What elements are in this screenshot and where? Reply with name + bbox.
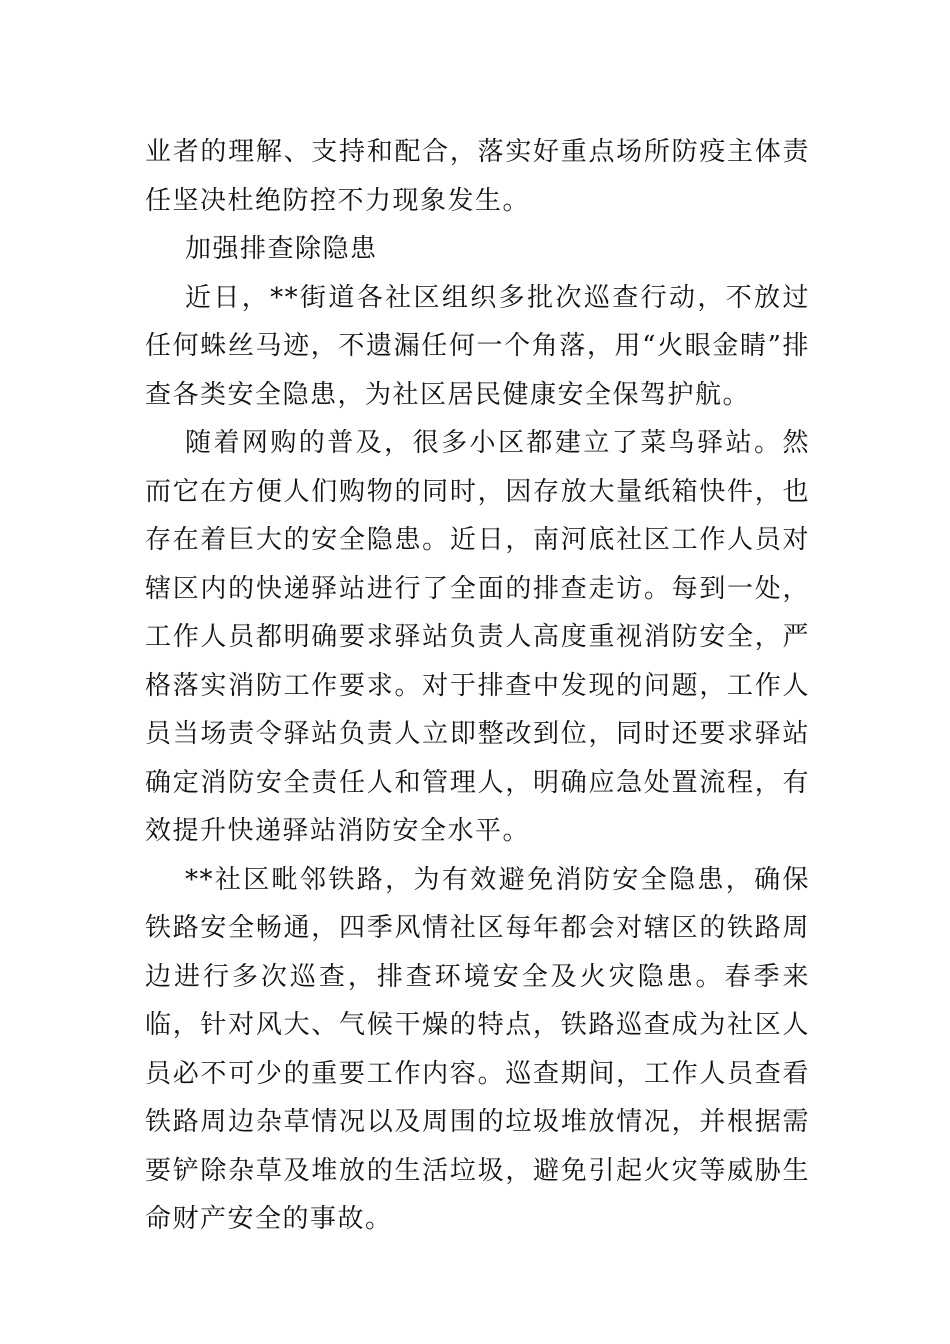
- paragraph-intro: 近日，**街道各社区组织多批次巡查行动，不放过任何蛛丝马迹，不遗漏任何一个角落，用“火眼金睛”排查各类安全隐患，为社区居民健康安全保驾护航。: [145, 282, 810, 410]
- section-heading: 加强排查除隐患: [185, 234, 378, 264]
- paragraph-continued: 业者的理解、支持和配合，落实好重点场所防疫主体责任坚决杜绝防控不力现象发生。: [145, 137, 810, 216]
- document-body: [145, 128, 810, 1244]
- paragraph-railway: **社区毗邻铁路，为有效避免消防安全隐患，确保铁路安全畅通，四季风情社区每年都会对辖区的铁路周边进行多次巡查，排查环境安全及火灾隐患。春季来临，针对风大、气候干燥的特点，铁路巡查成为社区人员必不可少的重要工作内容。巡查期间，工作人员查看铁路周边杂草情况以及周围的垃圾堆放情况，并根据需要铲除杂草及堆放的生活垃圾，避免引起火灾等威胁生命财产安全的事故。: [145, 864, 810, 1234]
- paragraph-courier-station: 随着网购的普及，很多小区都建立了菜鸟驿站。然而它在方便人们购物的同时，因存放大量纸箱快件，也存在着巨大的安全隐患。近日，南河底社区工作人员对辖区内的快递驿站进行了全面的排查走访。每到一处，工作人员都明确要求驿站负责人高度重视消防安全，严格落实消防工作要求。对于排查中发现的问题，工作人员当场责令驿站负责人立即整改到位，同时还要求驿站确定消防安全责任人和管理人，明确应急处置流程，有效提升快递驿站消防安全水平。: [145, 428, 810, 846]
